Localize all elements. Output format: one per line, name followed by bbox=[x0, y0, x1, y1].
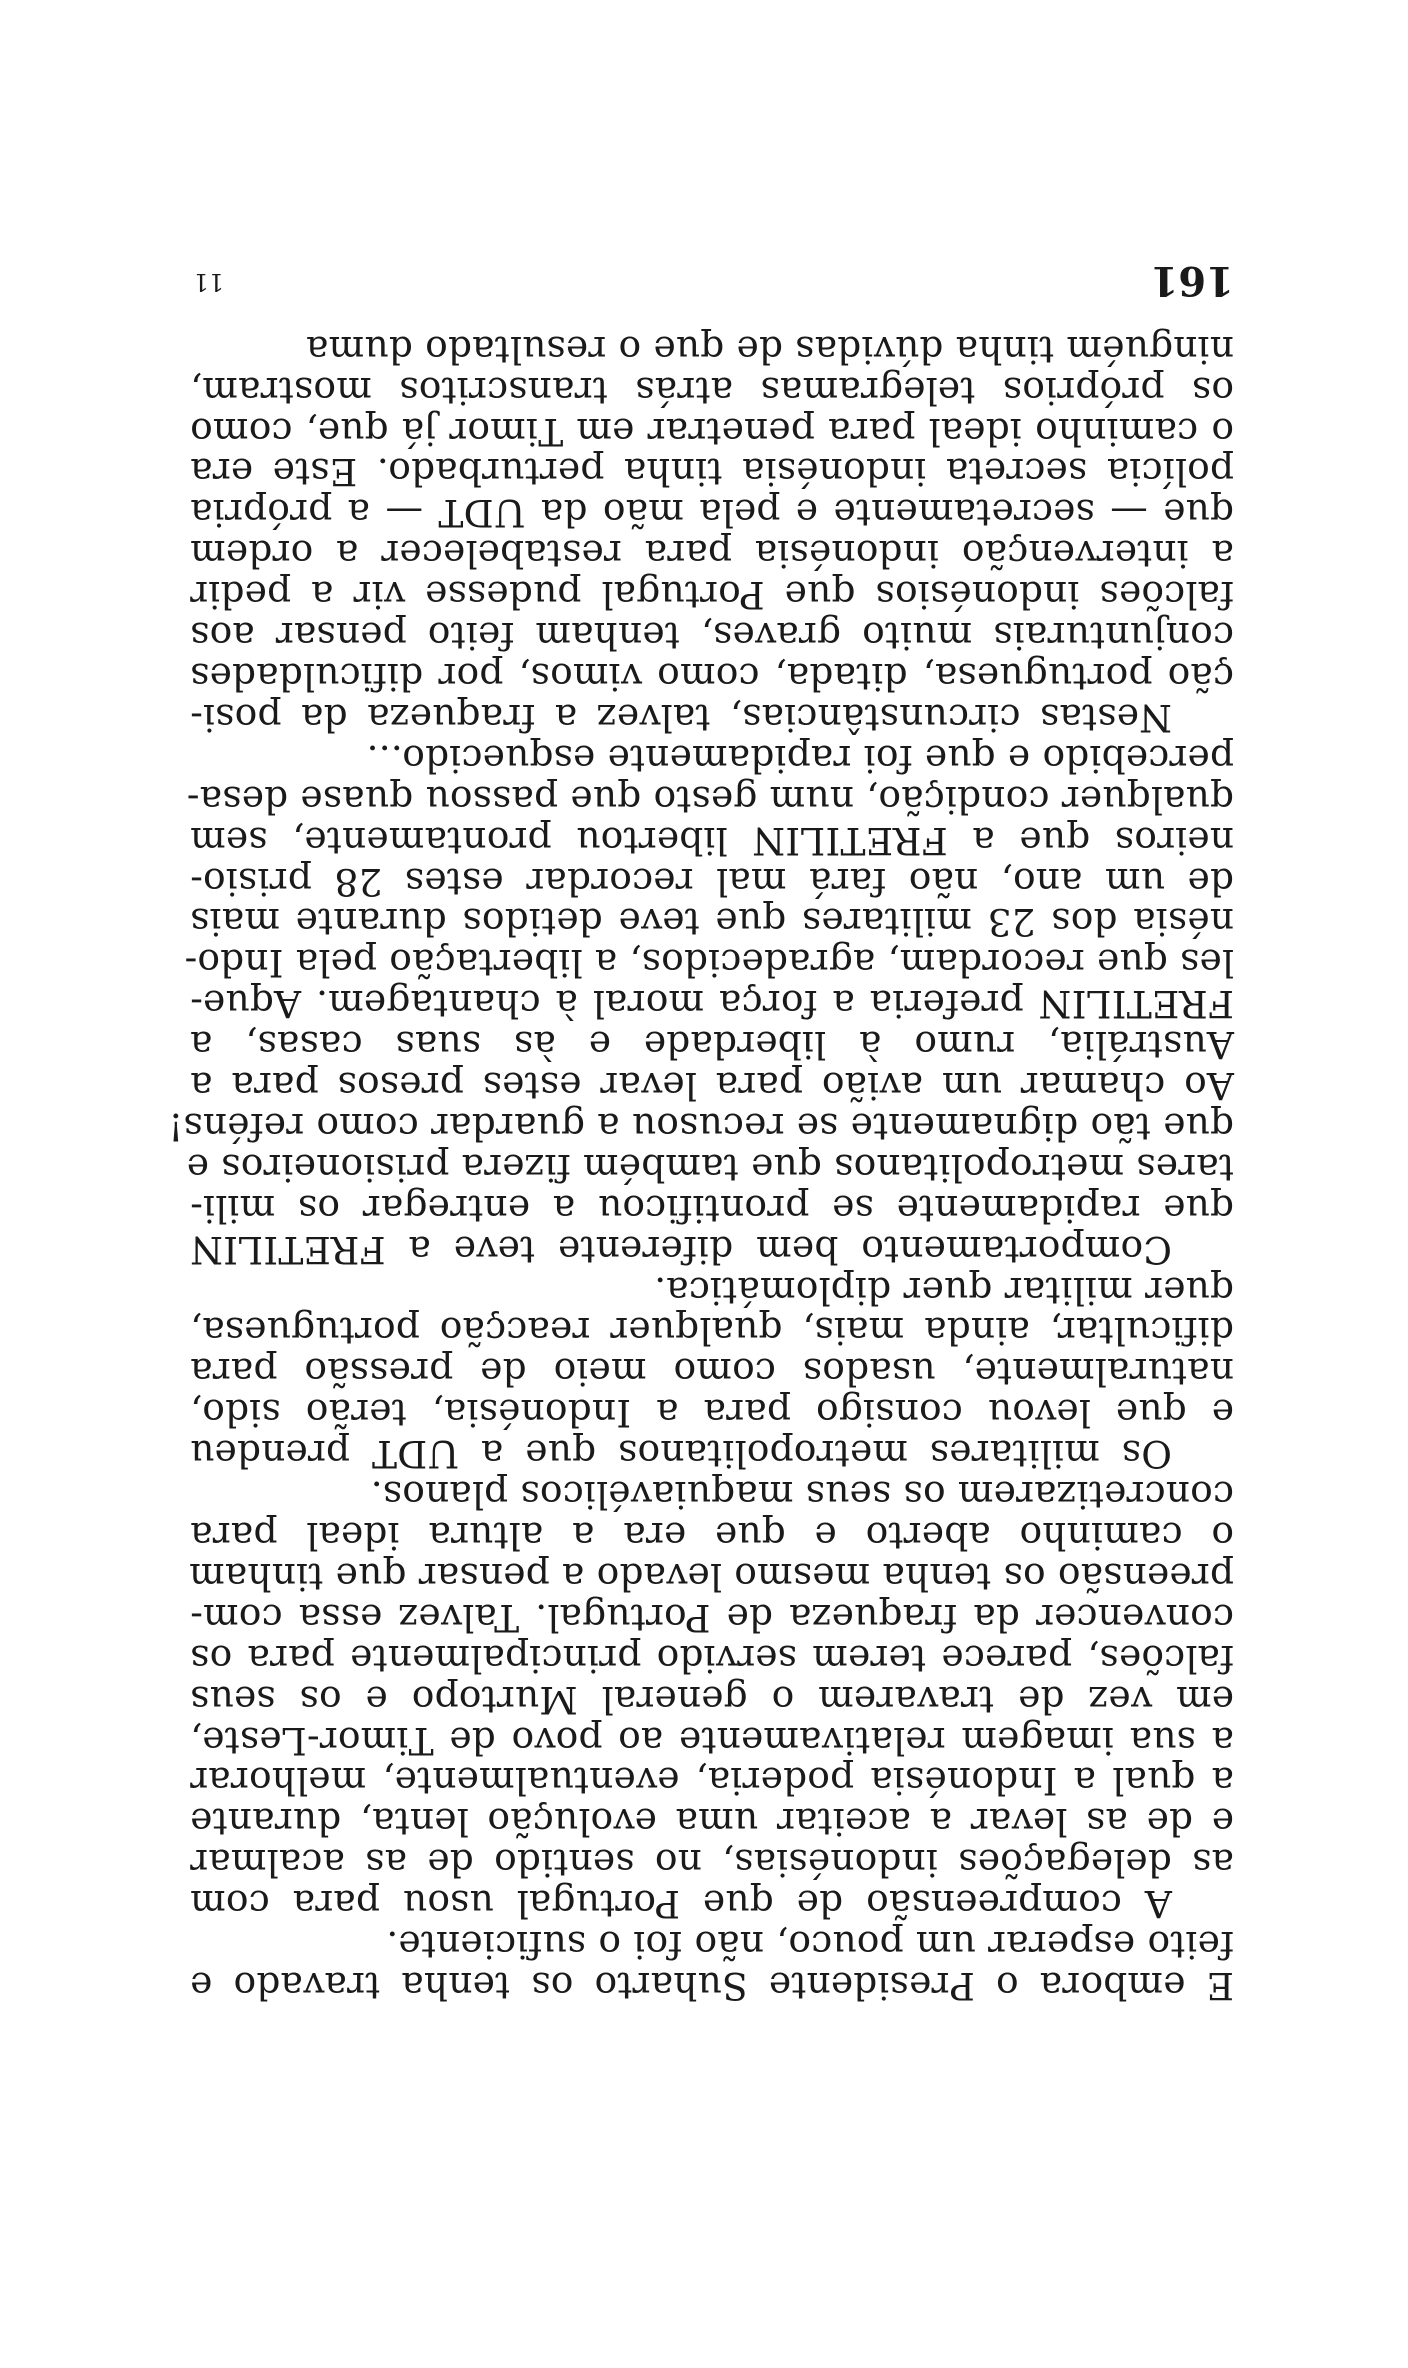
text-line: Ao chamar um avião para levar estes presos para a bbox=[190, 1064, 1234, 1109]
text-line: o caminho ideal para penetrar em Timor já que, como bbox=[190, 409, 1234, 454]
text-line: Nestas circunstâncias, talvez a fraqueza da posi- bbox=[190, 695, 1172, 740]
text-line: ninguém tinha dúvidas de que o resultado duma bbox=[305, 327, 1234, 372]
text-line: percebido e que foi rapidamente esquecido... bbox=[366, 736, 1234, 781]
text-line: feito esperar um pouco, não foi o suficiente. bbox=[386, 1923, 1234, 1968]
text-line: tares metropolitanos que também fizera prisioneiros e bbox=[186, 1145, 1234, 1190]
text-line: quer militar quer diplomática. bbox=[653, 1268, 1234, 1313]
text-line: em vez de travarem o general Murtopo e os seus bbox=[190, 1677, 1234, 1722]
text-line: preensão os tenha mesmo levado a pensar que tinham bbox=[188, 1554, 1234, 1599]
paragraph bbox=[168, 736, 1234, 1272]
text-line: ção portuguesa, ditada, como vimos, por dificuldades bbox=[190, 655, 1234, 699]
text-line: neiros que a FRETILIN libertou prontamente, sem bbox=[190, 818, 1234, 863]
page-number: 161 bbox=[1150, 257, 1234, 304]
paragraph bbox=[190, 329, 1234, 738]
text-line: convencer da fraqueza de Portugal. Talvez essa com- bbox=[190, 1595, 1234, 1640]
signature-mark: 11 bbox=[193, 268, 224, 296]
text-line: e de as levar a aceitar uma evolução lenta, durante bbox=[190, 1800, 1234, 1845]
paragraph bbox=[188, 1473, 1234, 1927]
text-line: conjunturais muito graves, tenham feito pensar aos bbox=[190, 614, 1234, 659]
text-line: falcões, parece terem servido principalmente para os bbox=[190, 1636, 1234, 1681]
text-line: Comportamento bem diferente teve a FRETILIN bbox=[190, 1227, 1172, 1272]
paragraph bbox=[190, 1924, 1234, 2006]
text-line: nésia dos 23 militares que teve detidos durante mais bbox=[190, 900, 1234, 945]
text-line: FRETILIN preferia a força moral à chantagem. Aque- bbox=[190, 982, 1234, 1027]
text-line: concretizarem os seus maquiavélicos planos. bbox=[370, 1473, 1234, 1518]
text-line: a sua imagem relativamente ao povo de Timor-Leste, bbox=[190, 1718, 1234, 1763]
text-line: Austrália, rumo à liberdade e às suas casas, a bbox=[190, 1023, 1234, 1068]
text-line: os próprios telegramas atrás transcritos mostram, bbox=[190, 368, 1234, 413]
text-line: falcões indonésios que Portugal pudesse vir a pedir bbox=[190, 573, 1234, 618]
text-line: as delegações indonésias, no sentido de as acalmar bbox=[190, 1841, 1234, 1886]
text-line: A compreensão de que Portugal usou para com bbox=[190, 1882, 1172, 1927]
text-line: e que levou consigo para a Indonésia, terão sido, bbox=[190, 1391, 1234, 1436]
text-line: a intervenção indonésia para restabelecer a ordem bbox=[190, 532, 1234, 577]
text-line: naturalmente, usados como meio de pressão para bbox=[190, 1350, 1234, 1395]
paragraph bbox=[190, 1270, 1234, 1475]
text-line: qualquer condição, num gesto que passou quase desa- bbox=[186, 777, 1234, 822]
text-line: Os militares metropolitanos que a UDT prendeu bbox=[190, 1432, 1172, 1477]
text-line: dificultar, ainda mais, qualquer reacção portuguesa, bbox=[190, 1309, 1234, 1354]
text-line: que — secretamente e pela mão da UDT — a própria bbox=[190, 491, 1234, 536]
text-line: o caminho aberto e que era a altura ideal para bbox=[190, 1514, 1234, 1559]
text-line: a qual a Indonésia poderia, eventualmente, melhorar bbox=[190, 1759, 1234, 1804]
text-line: E embora o Presidente Suharto os tenha travado e bbox=[190, 1964, 1234, 2008]
text-line: que rapidamente se prontificou a entregar os mili- bbox=[190, 1186, 1234, 1231]
text-line: que tão dignamente se recusou a guardar como reféns! bbox=[168, 1104, 1234, 1149]
body-text bbox=[168, 327, 1234, 2008]
text-line: les que recordam, agradecidos, a libertação pela Indo- bbox=[184, 941, 1234, 986]
text-line: polícia secreta indonésia tinha perturbado. Este era bbox=[190, 450, 1234, 495]
text-line: de um ano, não fará mal recordar estes 28 prisio- bbox=[190, 859, 1234, 904]
